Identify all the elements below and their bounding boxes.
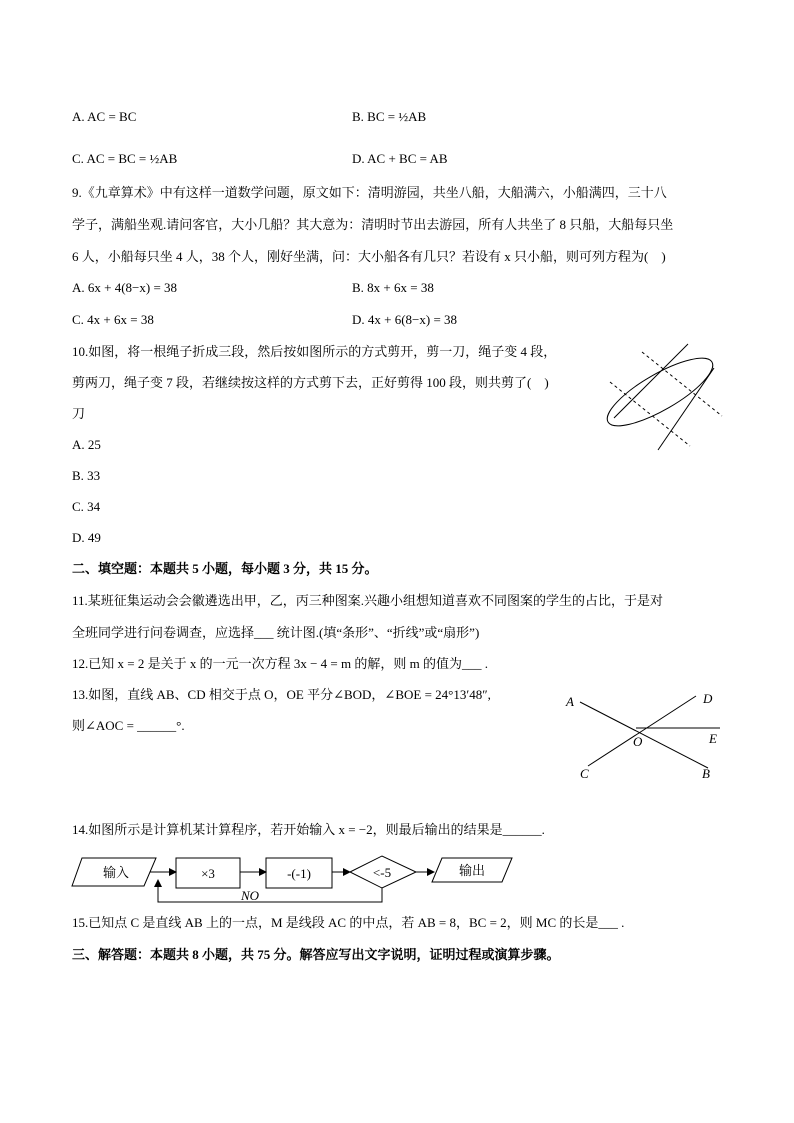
label-o: O [633, 734, 643, 749]
q14-line-1: 14.如图所示是计算机某计算程序，若开始输入 x = −2，则最后输出的结果是______. [72, 822, 545, 837]
line-cd [588, 696, 696, 766]
q9-option-c: C. 4x + 6x = 38 [72, 312, 154, 327]
q9-option-d: D. 4x + 6(8−x) = 38 [352, 312, 458, 327]
q10-option-d: D. 49 [72, 530, 101, 545]
rope-line-upper [614, 344, 688, 418]
cut-line-1 [642, 352, 722, 416]
label-b: B [702, 766, 710, 781]
q11-line-1: 11.某班征集运动会会徽遴选出甲，乙，丙三种图案.兴趣小组想知道喜欢不同图案的学生的占比，于是对 [72, 593, 664, 608]
q10-line-2: 剪两刀，绳子变 7 段，若继续按这样的方式剪下去，正好剪得 100 段，则共剪了( ) [72, 375, 549, 390]
q10-line-1: 10.如图，将一根绳子折成三段，然后按如图所示的方式剪开，剪一刀，绳子变 4 段， [72, 344, 557, 359]
multiply-label: ×3 [201, 866, 215, 881]
no-label: NO [240, 888, 260, 903]
q8-option-a: A. AC = BC [72, 109, 137, 124]
label-d: D [703, 691, 713, 706]
q15-text: 15.已知点 C 是直线 AB 上的一点，M 是线段 AC 的中点，若 AB = 8，BC = 2，则 MC 的长是___ . [72, 915, 625, 930]
q9-line-1: 9.《九章算术》中有这样一道数学问题，原文如下：清明游园，共坐八船，大船满六，小船满四，三十八 [72, 185, 667, 200]
input-label: 输入 [102, 865, 130, 880]
rope-loop [599, 346, 721, 437]
section-3-heading: 三、解答题：本题共 8 小题，共 75 分。解答应写出文字说明，证明过程或演算步骤。 [72, 947, 560, 962]
q8-option-c: C. AC = BC = ½AB [72, 151, 178, 166]
q13-line-2: 则∠AOC = ______°. [72, 718, 185, 733]
q8-option-d: D. AC + BC = AB [352, 151, 448, 166]
q11-line-2: 全班同学进行问卷调查，应选择___ 统计图.(填“条形”、“折线”或“扇形”) [72, 625, 480, 640]
section-2-heading: 二、填空题：本题共 5 小题，每小题 3 分，共 15 分。 [72, 561, 378, 576]
q9-line-2: 学子，满船坐观.请问客官，大小几船？其大意为：清明时节出去游园，所有人共坐了 8 只船，大船每只坐 [72, 217, 674, 232]
q9-option-a: A. 6x + 4(8−x) = 38 [72, 280, 178, 295]
line-ab [580, 702, 708, 768]
rope-cutting-figure [600, 338, 730, 458]
program-flowchart [70, 850, 520, 908]
q13-line-1: 13.如图，直线 AB、CD 相交于点 O，OE 平分∠BOD，∠BOE = 24°13′48″, [72, 687, 491, 702]
condition-label: <-5 [372, 865, 392, 880]
q10-option-b: B. 33 [72, 468, 101, 483]
label-e: E [709, 731, 717, 746]
subtract-label: -(-1) [287, 866, 311, 881]
q12-text: 12.已知 x = 2 是关于 x 的一元一次方程 3x − 4 = m 的解，则 m 的值为___ . [72, 656, 488, 671]
intersecting-lines-figure [560, 688, 730, 788]
q9-line-3: 6 人，小船每只坐 4 人，38 个人，刚好坐满，问：大小船各有几只？若设有 x 只小船，则可列方程为( ) [72, 249, 666, 264]
output-label: 输出 [458, 863, 486, 878]
q10-option-a: A. 25 [72, 437, 101, 452]
cut-line-2 [610, 382, 690, 446]
label-c: C [580, 766, 589, 781]
q9-option-b: B. 8x + 6x = 38 [352, 280, 434, 295]
q8-option-b: B. BC = ½AB [352, 109, 427, 124]
label-a: A [566, 694, 574, 709]
q10-option-c: C. 34 [72, 499, 101, 514]
loop-back-arrow [158, 880, 382, 902]
q10-line-3: 刀 [72, 406, 86, 421]
